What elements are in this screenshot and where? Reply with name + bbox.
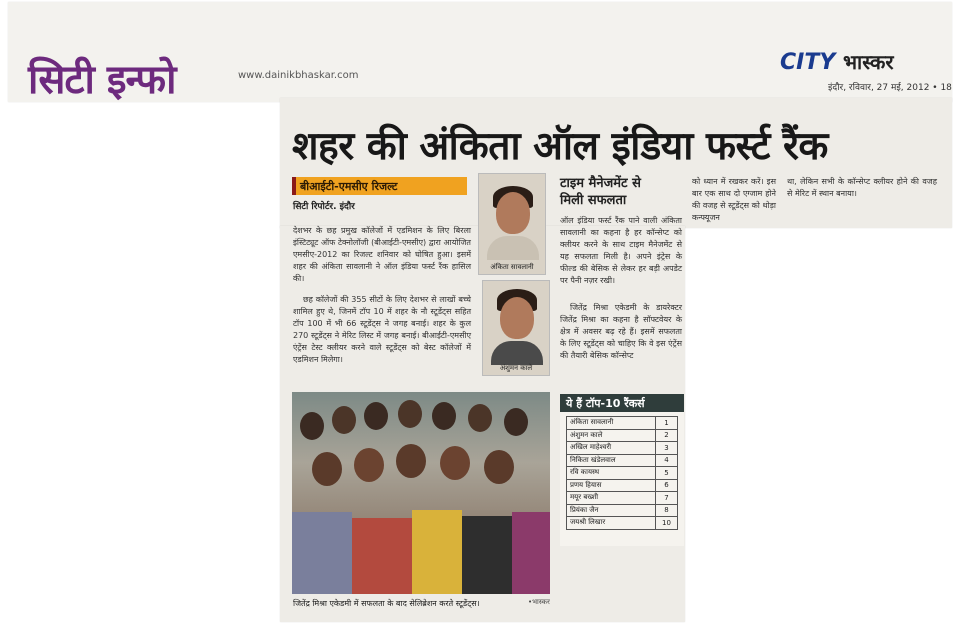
ranker-rank: 2 [656, 429, 678, 442]
photo-figure [468, 404, 492, 432]
website-url: www.dainikbhaskar.com [238, 70, 359, 81]
photo-figure [396, 444, 426, 478]
article-paragraph-4: जितेंद्र मिश्रा एकेडमी के डायरेक्टर जितेंद्र मिश्रा का कहना है सॉफ्टवेयर के क्षेत्र में अवसर बढ़ रहे हैं। इसमें सफलता के लिए स्टूडेंट्स को चाहिए कि वे इस एंट्रेंस की तैयारी बेसिक कॉन्सेप्ट [560, 303, 682, 360]
shirt-shape [491, 341, 543, 365]
face-shape [500, 297, 534, 339]
logo-city-text: CITY [780, 50, 836, 75]
table-row [567, 492, 678, 505]
table-row [567, 454, 678, 467]
subheading-line-1: टाइम मैनेजमेंट से [560, 176, 641, 191]
portrait-caption: अंशुमन काले [499, 364, 533, 372]
ranker-name: अंशुमन काले [567, 429, 656, 442]
ranker-name: रवि कायस्थ [567, 467, 656, 480]
photo-figure [432, 402, 456, 430]
ranker-name: मयूर बख्शी [567, 492, 656, 505]
article-paragraph-1: देशभर के छह प्रमुख कॉलेजों में एडमिशन के लिए बिरला इंस्टिट्यूट ऑफ टेक्नोलॉजी (बीआईटी-एमसीए) द्वारा आयोजित एमसीए-2012 का रिजल्ट शनिवार को घोषित हुआ। इसमें शहर की अंकिता सावलानी ने ऑल इंडिया फर्स्ट रैंक हासिल की। [293, 226, 471, 283]
ranker-name: प्रियंका जैन [567, 504, 656, 517]
photo-figure [504, 408, 528, 436]
photo-figure [484, 450, 514, 484]
photo-credit: •भास्कर [528, 598, 550, 606]
ranker-rank: 3 [656, 442, 678, 455]
ranker-rank: 5 [656, 467, 678, 480]
photo-figure [440, 446, 470, 480]
table-row [567, 467, 678, 480]
headline: शहर की अंकिता ऑल इंडिया फर्स्ट रैंक [292, 123, 828, 169]
portrait-anshuman [482, 280, 550, 376]
ranker-rank: 4 [656, 454, 678, 467]
article-paragraph-2: छह कॉलेजों की 355 सीटों के लिए देशभर से लाखों बच्चे शामिल हुए थे, जिनमें टॉप 10 में शहर के नौ स्टूडेंट्स सहित टॉप 100 में भी 66 स्टूडेंट्स ने जगह बनाई। शहर के कुल 270 स्टूडेंट्स ने मेरिट लिस्ट में जगह बनाई। बीआईटी-एमसीए एंट्रेंस टेस्ट क्लीयर करने वाले स्टूडेंट्स को बेस्ट कॉलेजों में एडमिशन मिलेगा। [293, 295, 471, 364]
subheading [560, 175, 641, 209]
photo-figure [364, 402, 388, 430]
ranker-rank: 10 [656, 517, 678, 530]
article-paragraph-3: ऑल इंडिया फर्स्ट रैंक पाने वाली अंकिता सावलानी का कहना है हर कॉन्सेप्ट को क्लीयर करने के साथ टाइम मैनेजमेंट से यह सफलता मिली है। अपने इंट्रेस के फील्ड की बेसिक से लेकर हर बड़ी अपडेट पर पैनी नज़र रखी। [560, 216, 682, 285]
photo-clothing-block [352, 518, 412, 594]
photo-clothing-block [292, 512, 352, 594]
photo-figure [354, 448, 384, 482]
ranker-name: अंकिता सावलानी [567, 417, 656, 430]
dateline: इंदौर, रविवार, 27 मई, 2012 • 18 [828, 83, 952, 93]
ranker-rank: 1 [656, 417, 678, 430]
article-paragraph-6: था, लेकिन सभी के कॉन्सेप्ट क्लीयर होने की वजह से मेरिट में स्थान बनाया। [787, 177, 937, 198]
photo-clothing-block [412, 510, 462, 594]
article-paragraph-5: को ध्यान में रखकर करें। इस बार एक साथ दो एग्जाम होने की वजह से स्टूडेंट्स को थोड़ा कन्फ्यूजन [692, 177, 776, 222]
table-row [567, 417, 678, 430]
portrait-caption: अंकिता सावलानी [490, 263, 534, 271]
photo-figure [398, 400, 422, 428]
table-row [567, 429, 678, 442]
photo-caption: जितेंद्र मिश्रा एकेडमी में सफलता के बाद सेलिब्रेशन करते स्टूडेंट्स। [293, 599, 480, 608]
top-rankers-header: ये हैं टॉप-10 रैंकर्स [560, 394, 684, 412]
photo-clothing-block [512, 512, 550, 594]
table-row [567, 517, 678, 530]
city-bhaskar-logo [780, 48, 894, 75]
byline: सिटी रिपोर्टर. इंदौर [293, 202, 355, 212]
ranker-rank: 7 [656, 492, 678, 505]
ranker-rank: 8 [656, 504, 678, 517]
ranker-name: अखिल माहेश्वरी [567, 442, 656, 455]
shirt-shape [487, 236, 539, 260]
ranker-name: जयश्री लिखार [567, 517, 656, 530]
ranker-name: प्रणय हियास [567, 479, 656, 492]
section-banner: बीआईटी-एमसीए रिजल्ट [292, 177, 467, 195]
photo-figure [312, 452, 342, 486]
top-rankers-table [566, 416, 678, 530]
subheading-line-2: मिली सफलता [560, 193, 627, 208]
ranker-rank: 6 [656, 479, 678, 492]
portrait-ankita [478, 173, 546, 275]
table-row [567, 479, 678, 492]
ranker-name: निकिता खंडेलवाल [567, 454, 656, 467]
group-photo [292, 392, 550, 594]
face-shape [496, 192, 530, 234]
photo-figure [300, 412, 324, 440]
table-row [567, 504, 678, 517]
table-row [567, 442, 678, 455]
logo-bhaskar-text: भास्कर [842, 50, 894, 74]
photo-clothing-block [462, 516, 512, 594]
photo-figure [332, 406, 356, 434]
city-info-logo: सिटी इन्फो [28, 57, 176, 103]
